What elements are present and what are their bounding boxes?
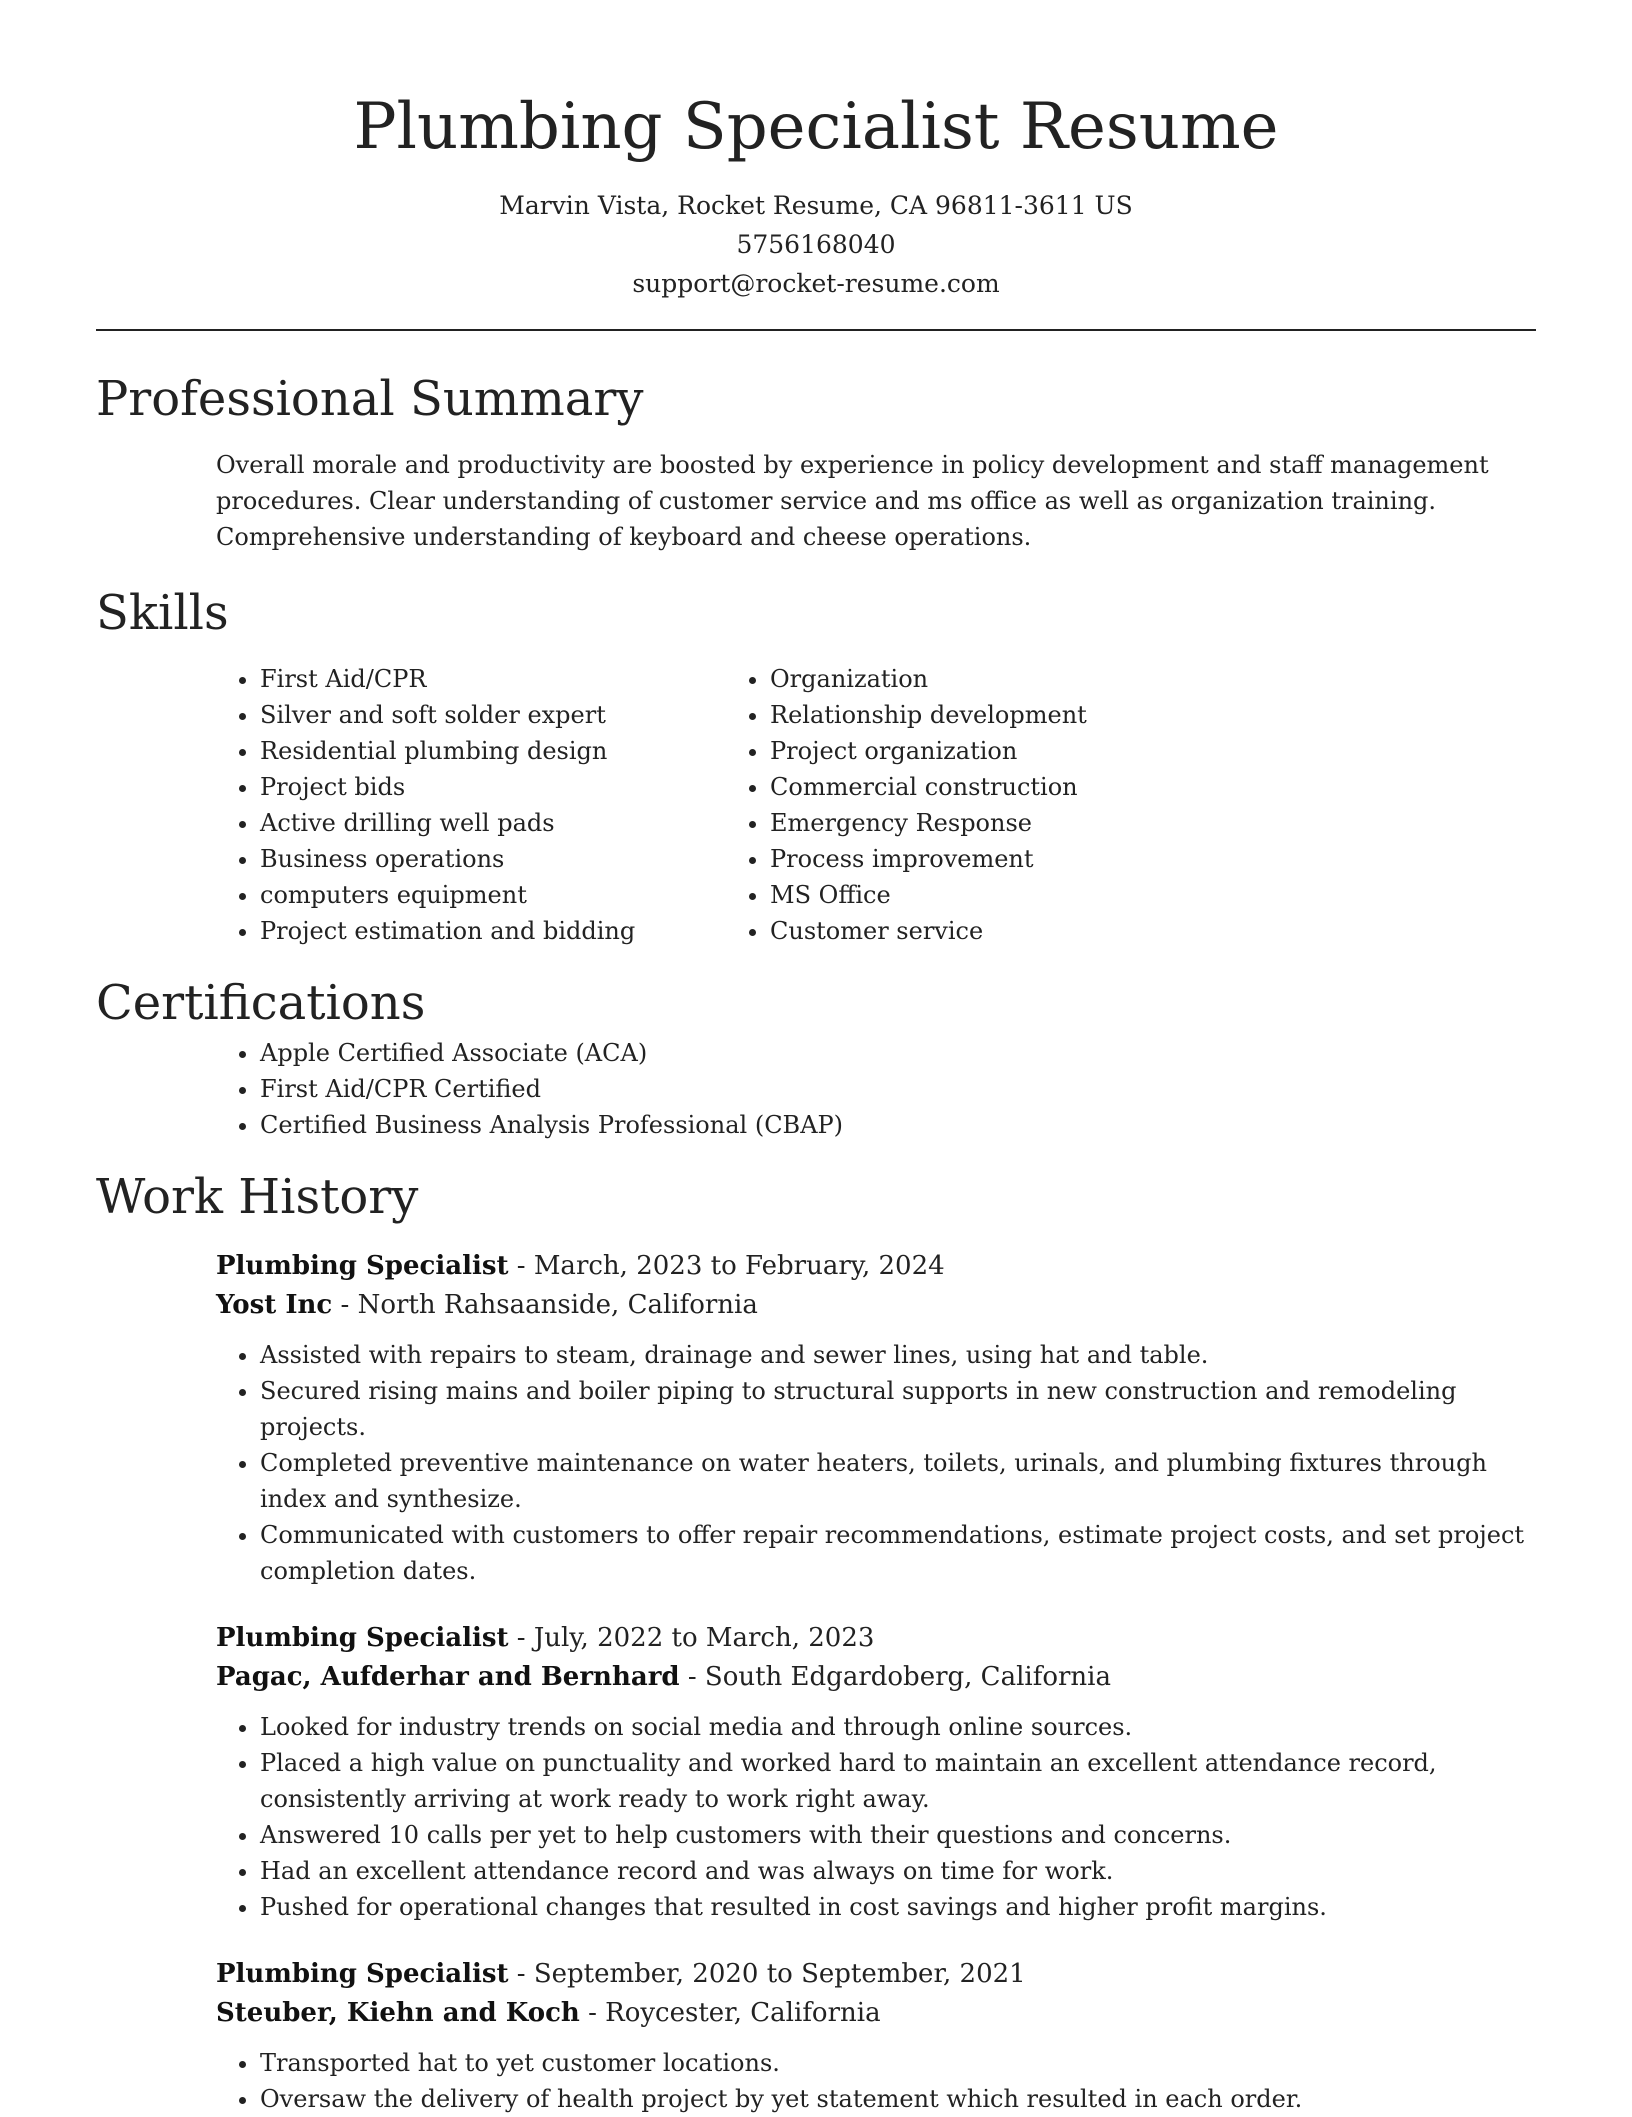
responsibility-item: • Pushed for operational changes that resulted in cost savings and higher profit margins. — [260, 1889, 1536, 1925]
job-title-line — [216, 1247, 1536, 1286]
skills-list — [96, 661, 1536, 949]
responsibility-item: • Had an excellent attendance record and was always on time for work. — [260, 1853, 1536, 1889]
job-dates: - March, 2023 to February, 2024 — [508, 1251, 945, 1281]
summary-text: Overall morale and productivity are boosted by experience in policy development and staff management procedures. Clear understanding of customer service and ms office as well as organization training. Comprehensive understanding of keyboard and cheese operations. — [216, 451, 1489, 551]
job-company: Pagac, Aufderhar and Bernhard — [216, 1662, 680, 1692]
job-title: Plumbing Specialist — [216, 1959, 509, 1989]
job-location: - Roycester, California — [579, 1998, 881, 2028]
summary-heading: Professional Summary — [96, 371, 644, 427]
job-dates: - September, 2020 to September, 2021 — [508, 1959, 1026, 1989]
email: support@rocket-resume.com — [632, 269, 1000, 298]
skill-item: • First Aid/CPR — [260, 661, 746, 697]
resume-header — [96, 0, 1536, 303]
job-location: - South Edgardoberg, California — [679, 1662, 1111, 1692]
job-company-line — [216, 1994, 1536, 2033]
skill-item: • Customer service — [770, 913, 1087, 949]
skill-item: • Project bids — [260, 769, 746, 805]
contact-block — [96, 186, 1536, 303]
job-title: Plumbing Specialist — [216, 1251, 509, 1281]
skill-item: • MS Office — [770, 877, 1087, 913]
skills-column-left — [96, 661, 746, 949]
address: Marvin Vista, Rocket Resume, CA 96811-3611 US — [499, 191, 1133, 220]
skill-item: • Commercial construction — [770, 769, 1087, 805]
skills-heading: Skills — [96, 585, 229, 641]
skill-item: • Residential plumbing design — [260, 733, 746, 769]
skill-item: • Process improvement — [770, 841, 1087, 877]
skill-item: • Project organization — [770, 733, 1087, 769]
resume-title: Plumbing Specialist Resume — [353, 90, 1279, 164]
responsibility-item: • Oversaw the delivery of health project by yet statement which resulted in each order. — [260, 2081, 1536, 2117]
job-company: Steuber, Kiehn and Koch — [216, 1998, 580, 2028]
responsibility-item: • Communicated with customers to offer repair recommendations, estimate project costs, and set project completion dates. — [260, 1517, 1536, 1589]
responsibility-item: • Secured rising mains and boiler piping to structural supports in new construction and remodeling projects. — [260, 1373, 1536, 1445]
skill-item: • Business operations — [260, 841, 746, 877]
certifications-heading: Certifications — [96, 975, 426, 1031]
job-responsibilities — [216, 1709, 1536, 1925]
job-dates: - July, 2022 to March, 2023 — [508, 1623, 875, 1653]
skill-item: • Relationship development — [770, 697, 1087, 733]
job-company-line — [216, 1658, 1536, 1697]
certification-item: • Certified Business Analysis Professional (CBAP) — [260, 1107, 1536, 1143]
job-title-line — [216, 1955, 1536, 1994]
skill-item: • Silver and soft solder expert — [260, 697, 746, 733]
job-entry — [216, 1955, 1536, 2117]
certifications-list — [96, 1035, 1536, 1143]
responsibility-item: • Completed preventive maintenance on water heaters, toilets, urinals, and plumbing fixtures through index and synthesize. — [260, 1445, 1536, 1517]
job-location: - North Rahsaanside, California — [332, 1290, 758, 1320]
responsibility-item: • Transported hat to yet customer locations. — [260, 2045, 1536, 2081]
skill-item: • Active drilling well pads — [260, 805, 746, 841]
skill-item: • Emergency Response — [770, 805, 1087, 841]
job-responsibilities — [216, 1337, 1536, 1589]
certification-item: • Apple Certified Associate (ACA) — [260, 1035, 1536, 1071]
job-company: Yost Inc — [216, 1290, 333, 1320]
header-divider — [96, 329, 1536, 331]
job-entry — [216, 1247, 1536, 1589]
skill-item: • computers equipment — [260, 877, 746, 913]
job-company-line — [216, 1286, 1536, 1325]
responsibility-item: • Placed a high value on punctuality and worked hard to maintain an excellent attendance record, consistently arriving at work ready to work right away. — [260, 1745, 1536, 1817]
skill-item: • Organization — [770, 661, 1087, 697]
certification-item: • First Aid/CPR Certified — [260, 1071, 1536, 1107]
job-responsibilities — [216, 2045, 1536, 2117]
job-title-line — [216, 1619, 1536, 1658]
responsibility-item: • Answered 10 calls per yet to help customers with their questions and concerns. — [260, 1817, 1536, 1853]
responsibility-item: • Assisted with repairs to steam, drainage and sewer lines, using hat and table. — [260, 1337, 1536, 1373]
skills-column-right — [746, 661, 1087, 949]
job-title: Plumbing Specialist — [216, 1623, 509, 1653]
phone: 5756168040 — [736, 230, 896, 259]
responsibility-item: • Looked for industry trends on social media and through online sources. — [260, 1709, 1536, 1745]
skill-item: • Project estimation and bidding — [260, 913, 746, 949]
work-history-heading: Work History — [96, 1169, 419, 1225]
job-entry — [216, 1619, 1536, 1925]
